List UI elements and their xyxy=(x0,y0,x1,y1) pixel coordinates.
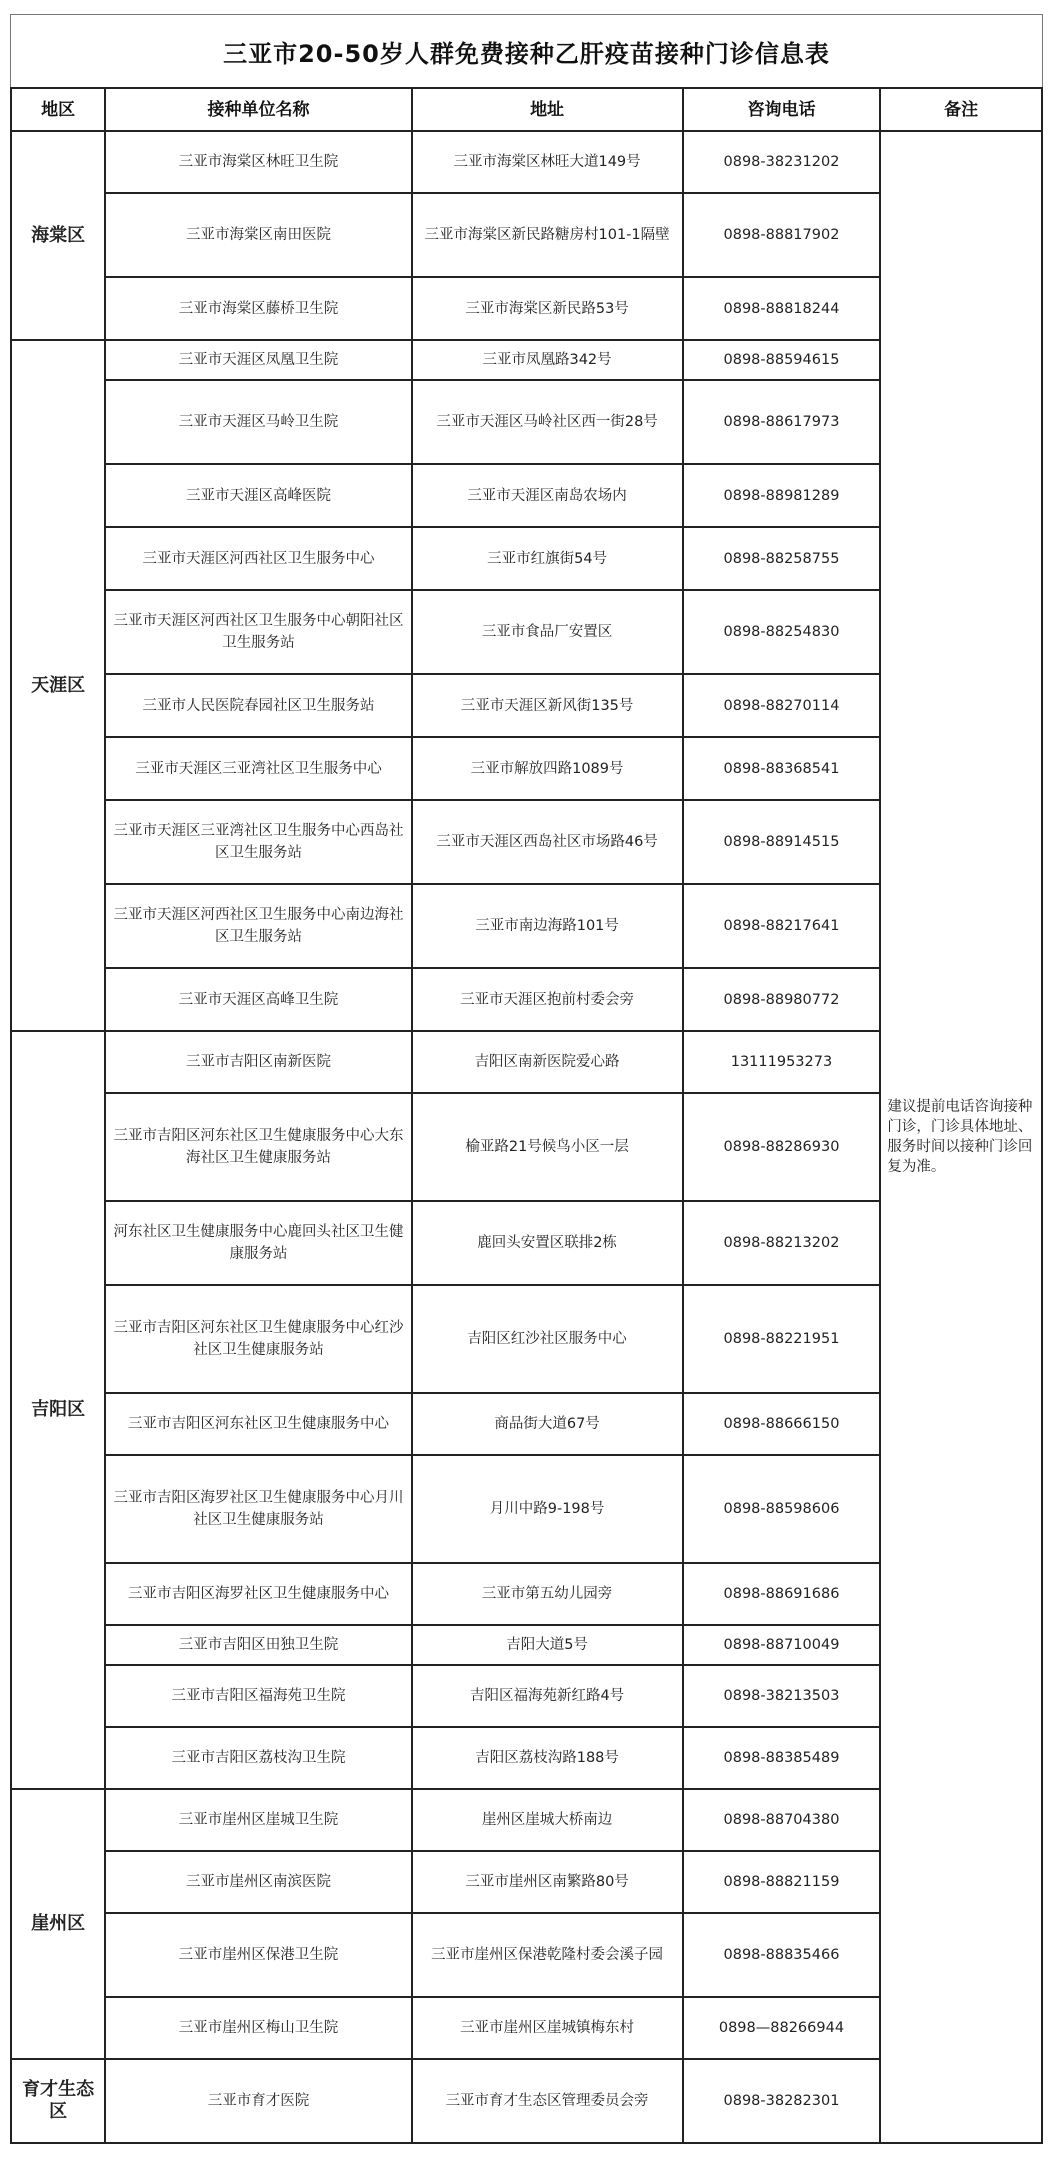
address-cell: 吉阳大道5号 xyxy=(412,1625,683,1665)
phone-cell: 0898-88594615 xyxy=(683,340,881,380)
table-row xyxy=(11,131,1042,193)
address-cell: 三亚市食品厂安置区 xyxy=(412,590,683,674)
unit-cell: 三亚市育才医院 xyxy=(105,2059,411,2143)
unit-cell: 三亚市吉阳区河东社区卫生健康服务中心 xyxy=(105,1393,411,1455)
phone-cell: 0898-88258755 xyxy=(683,527,881,590)
header-unit: 接种单位名称 xyxy=(105,88,411,131)
unit-cell: 三亚市天涯区三亚湾社区卫生服务中心 xyxy=(105,737,411,800)
phone-cell: 0898-88821159 xyxy=(683,1851,881,1913)
address-cell: 三亚市海棠区林旺大道149号 xyxy=(412,131,683,193)
header-address: 地址 xyxy=(412,88,683,131)
address-cell: 榆亚路21号候鸟小区一层 xyxy=(412,1093,683,1201)
unit-cell: 三亚市海棠区南田医院 xyxy=(105,193,411,277)
district-cell: 天涯区 xyxy=(11,340,105,1031)
address-cell: 三亚市天涯区西岛社区市场路46号 xyxy=(412,800,683,884)
header-district: 地区 xyxy=(11,88,105,131)
district-cell: 海棠区 xyxy=(11,131,105,340)
unit-cell: 三亚市海棠区林旺卫生院 xyxy=(105,131,411,193)
address-cell: 三亚市崖州区南繁路80号 xyxy=(412,1851,683,1913)
phone-cell: 0898-88217641 xyxy=(683,884,881,968)
unit-cell: 三亚市崖州区南滨医院 xyxy=(105,1851,411,1913)
unit-cell: 三亚市吉阳区河东社区卫生健康服务中心大东海社区卫生健康服务站 xyxy=(105,1093,411,1201)
unit-cell: 三亚市吉阳区海罗社区卫生健康服务中心月川社区卫生健康服务站 xyxy=(105,1455,411,1563)
phone-cell: 0898-88286930 xyxy=(683,1093,881,1201)
unit-cell: 三亚市天涯区河西社区卫生服务中心 xyxy=(105,527,411,590)
address-cell: 三亚市天涯区南岛农场内 xyxy=(412,464,683,527)
note-cell: 建议提前电话咨询接种门诊，门诊具体地址、服务时间以接种门诊回复为准。 xyxy=(880,131,1042,2143)
address-cell: 吉阳区南新医院爱心路 xyxy=(412,1031,683,1093)
address-cell: 三亚市第五幼儿园旁 xyxy=(412,1563,683,1625)
address-cell: 吉阳区荔枝沟路188号 xyxy=(412,1727,683,1789)
address-cell: 三亚市解放四路1089号 xyxy=(412,737,683,800)
header-note: 备注 xyxy=(880,88,1042,131)
address-cell: 三亚市崖州区保港乾隆村委会溪子园 xyxy=(412,1913,683,1997)
unit-cell: 河东社区卫生健康服务中心鹿回头社区卫生健康服务站 xyxy=(105,1201,411,1285)
address-cell: 月川中路9-198号 xyxy=(412,1455,683,1563)
unit-cell: 三亚市天涯区三亚湾社区卫生服务中心西岛社区卫生服务站 xyxy=(105,800,411,884)
phone-cell: 13111953273 xyxy=(683,1031,881,1093)
address-cell: 三亚市崖州区崖城镇梅东村 xyxy=(412,1997,683,2059)
address-cell: 吉阳区福海苑新红路4号 xyxy=(412,1665,683,1727)
unit-cell: 三亚市天涯区高峰卫生院 xyxy=(105,968,411,1031)
address-cell: 三亚市凤凰路342号 xyxy=(412,340,683,380)
phone-cell: 0898-88818244 xyxy=(683,277,881,340)
unit-cell: 三亚市崖州区梅山卫生院 xyxy=(105,1997,411,2059)
phone-cell: 0898-88710049 xyxy=(683,1625,881,1665)
district-cell: 育才生态区 xyxy=(11,2059,105,2143)
unit-cell: 三亚市天涯区河西社区卫生服务中心朝阳社区卫生服务站 xyxy=(105,590,411,674)
unit-cell: 三亚市崖州区崖城卫生院 xyxy=(105,1789,411,1851)
phone-cell: 0898-88817902 xyxy=(683,193,881,277)
phone-cell: 0898-88368541 xyxy=(683,737,881,800)
vaccine-clinic-info-table xyxy=(10,14,1043,2144)
district-cell: 吉阳区 xyxy=(11,1031,105,1789)
unit-cell: 三亚市吉阳区福海苑卫生院 xyxy=(105,1665,411,1727)
address-cell: 三亚市天涯区新风街135号 xyxy=(412,674,683,737)
unit-cell: 三亚市吉阳区荔枝沟卫生院 xyxy=(105,1727,411,1789)
unit-cell: 三亚市吉阳区河东社区卫生健康服务中心红沙社区卫生健康服务站 xyxy=(105,1285,411,1393)
phone-cell: 0898-88835466 xyxy=(683,1913,881,1997)
unit-cell: 三亚市天涯区河西社区卫生服务中心南边海社区卫生服务站 xyxy=(105,884,411,968)
phone-cell: 0898-38231202 xyxy=(683,131,881,193)
address-cell: 三亚市海棠区新民路糖房村101-1隔壁 xyxy=(412,193,683,277)
phone-cell: 0898-88270114 xyxy=(683,674,881,737)
unit-cell: 三亚市天涯区马岭卫生院 xyxy=(105,380,411,464)
address-cell: 吉阳区红沙社区服务中心 xyxy=(412,1285,683,1393)
phone-cell: 0898-88221951 xyxy=(683,1285,881,1393)
phone-cell: 0898-38213503 xyxy=(683,1665,881,1727)
unit-cell: 三亚市海棠区藤桥卫生院 xyxy=(105,277,411,340)
table-body xyxy=(11,131,1042,2143)
phone-cell: 0898-88914515 xyxy=(683,800,881,884)
phone-cell: 0898-88980772 xyxy=(683,968,881,1031)
page-title: 三亚市20-50岁人群免费接种乙肝疫苗接种门诊信息表 xyxy=(10,14,1043,87)
address-cell: 三亚市南边海路101号 xyxy=(412,884,683,968)
unit-cell: 三亚市吉阳区田独卫生院 xyxy=(105,1625,411,1665)
phone-cell: 0898-88981289 xyxy=(683,464,881,527)
address-cell: 三亚市海棠区新民路53号 xyxy=(412,277,683,340)
address-cell: 三亚市红旗街54号 xyxy=(412,527,683,590)
phone-cell: 0898-88704380 xyxy=(683,1789,881,1851)
address-cell: 崖州区崖城大桥南边 xyxy=(412,1789,683,1851)
header-row xyxy=(11,88,1042,131)
phone-cell: 0898-88254830 xyxy=(683,590,881,674)
unit-cell: 三亚市天涯区高峰医院 xyxy=(105,464,411,527)
phone-cell: 0898-88385489 xyxy=(683,1727,881,1789)
district-cell: 崖州区 xyxy=(11,1789,105,2059)
phone-cell: 0898—88266944 xyxy=(683,1997,881,2059)
header-phone: 咨询电话 xyxy=(683,88,881,131)
address-cell: 商品街大道67号 xyxy=(412,1393,683,1455)
address-cell: 三亚市育才生态区管理委员会旁 xyxy=(412,2059,683,2143)
clinic-table xyxy=(10,87,1043,2144)
unit-cell: 三亚市吉阳区海罗社区卫生健康服务中心 xyxy=(105,1563,411,1625)
unit-cell: 三亚市吉阳区南新医院 xyxy=(105,1031,411,1093)
address-cell: 三亚市天涯区马岭社区西一街28号 xyxy=(412,380,683,464)
unit-cell: 三亚市崖州区保港卫生院 xyxy=(105,1913,411,1997)
phone-cell: 0898-88598606 xyxy=(683,1455,881,1563)
address-cell: 鹿回头安置区联排2栋 xyxy=(412,1201,683,1285)
phone-cell: 0898-88617973 xyxy=(683,380,881,464)
unit-cell: 三亚市天涯区凤凰卫生院 xyxy=(105,340,411,380)
phone-cell: 0898-88666150 xyxy=(683,1393,881,1455)
address-cell: 三亚市天涯区抱前村委会旁 xyxy=(412,968,683,1031)
phone-cell: 0898-88213202 xyxy=(683,1201,881,1285)
phone-cell: 0898-38282301 xyxy=(683,2059,881,2143)
unit-cell: 三亚市人民医院春园社区卫生服务站 xyxy=(105,674,411,737)
phone-cell: 0898-88691686 xyxy=(683,1563,881,1625)
